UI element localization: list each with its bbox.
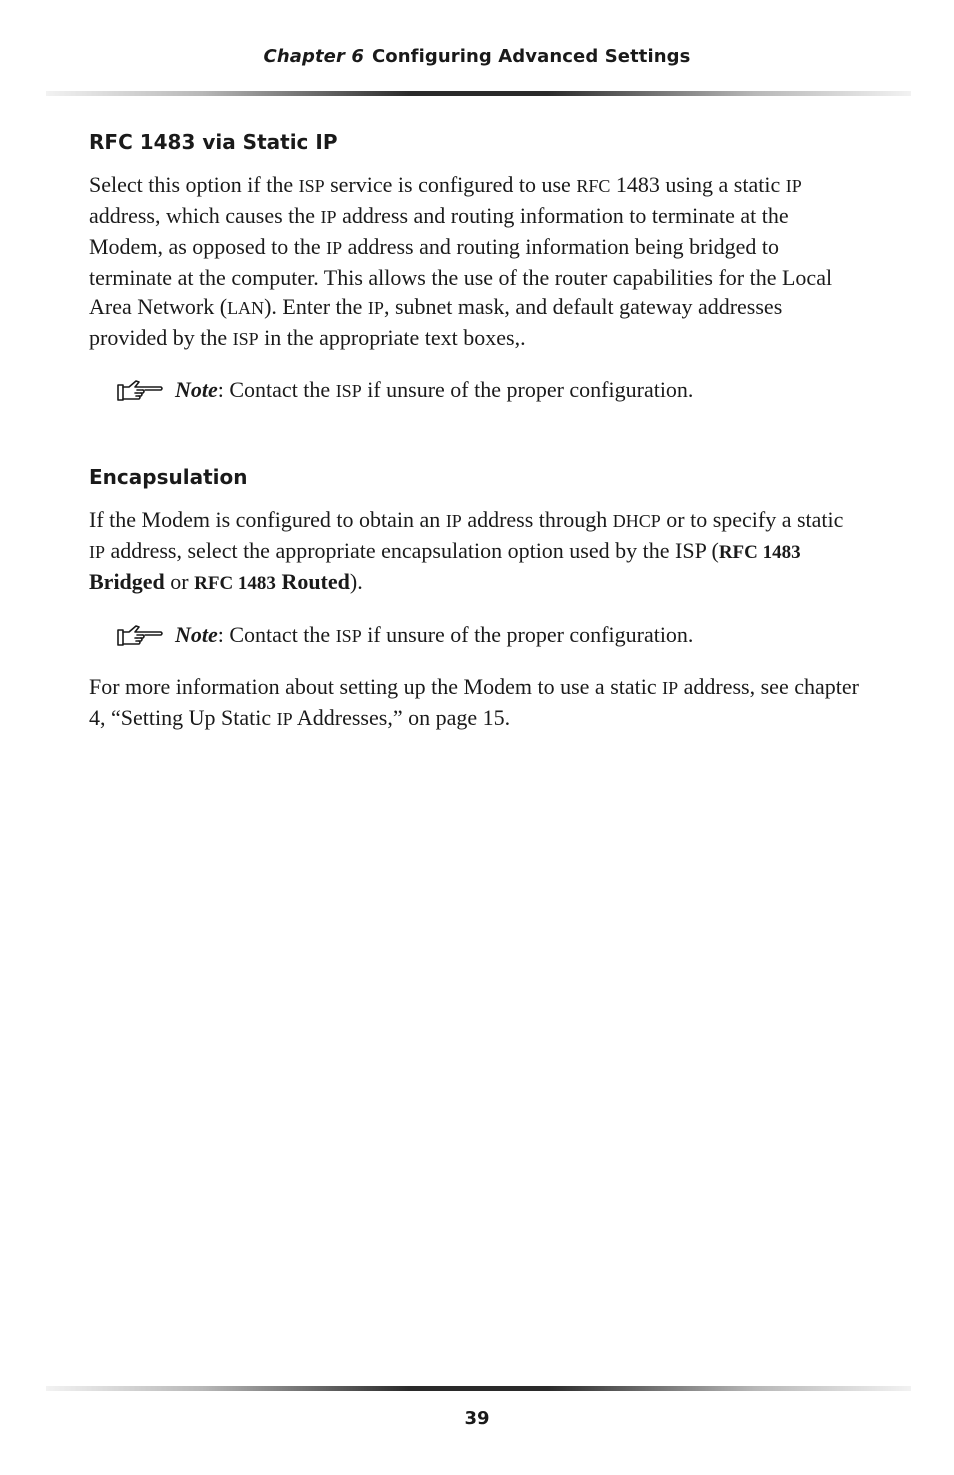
note-encapsulation: Note: Contact the ISP if unsure of the proper configuration. bbox=[89, 620, 864, 651]
pointing-hand-icon bbox=[117, 378, 165, 402]
footer-rule bbox=[46, 1386, 911, 1391]
page-content bbox=[89, 128, 864, 734]
pointing-hand-icon bbox=[117, 623, 165, 647]
running-header bbox=[0, 46, 954, 67]
paragraph-encapsulation: If the Modem is configured to obtain an IP address through DHCP or to specify a static IP address, select the appropriate encapsulation option used by the ISP (RFC 1483 Bridged or RFC 1483 Routed). bbox=[89, 507, 844, 594]
chapter-title: Configuring Advanced Settings bbox=[371, 46, 691, 67]
section-heading-rfc1483-static-ip: RFC 1483 via Static IP bbox=[89, 130, 338, 154]
paragraph-more-info: For more information about setting up the Modem to use a static IP address, see chapter 4, “Setting Up Static IP Addresses,” on page 15. bbox=[89, 674, 859, 730]
page-number: 39 bbox=[464, 1408, 490, 1429]
note-label: Note bbox=[175, 377, 218, 402]
header-rule bbox=[46, 91, 911, 96]
note-static-ip: Note: Contact the ISP if unsure of the proper configuration. bbox=[89, 375, 864, 406]
chapter-label: Chapter 6 bbox=[263, 46, 364, 67]
section-heading-encapsulation: Encapsulation bbox=[89, 465, 248, 489]
note-label: Note bbox=[175, 622, 218, 647]
paragraph-static-ip: Select this option if the ISP service is configured to use RFC 1483 using a static IP address, which causes the IP address and routing information to terminate at the Modem, as opposed to the IP address and routing information being bridged to terminate at the computer. This allows the use of the router capabilities for the Local Area Network (LAN). Enter the IP, subnet mask, and default gateway addresses provided by the ISP in the appropriate text boxes,. bbox=[89, 172, 833, 350]
